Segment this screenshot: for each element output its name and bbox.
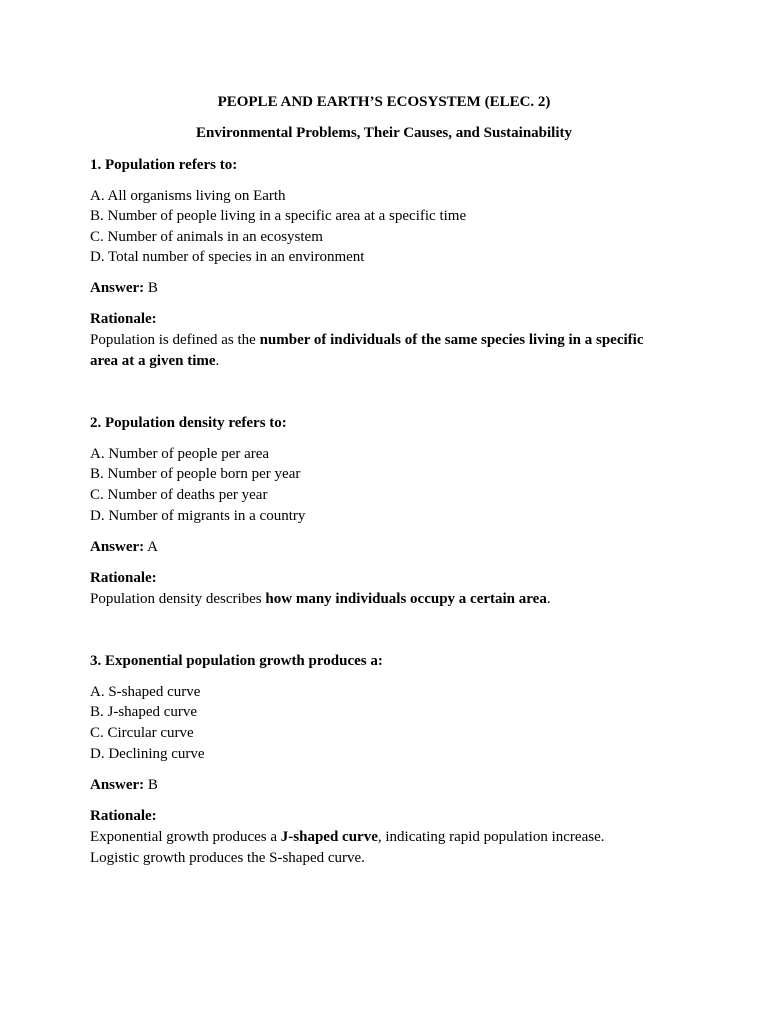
question-2-text: 2. Population density refers to: bbox=[90, 415, 287, 431]
question-2-rationale-line-1 bbox=[90, 589, 551, 609]
question-1-answer bbox=[90, 278, 158, 298]
answer-label: Answer: bbox=[90, 539, 145, 555]
question-3-answer bbox=[90, 775, 158, 795]
rationale-text: Exponential growth produces a bbox=[90, 829, 281, 845]
question-1-option-c: C. Number of animals in an ecosystem bbox=[90, 229, 323, 245]
question-1-rationale-line-1 bbox=[90, 330, 643, 350]
rationale-text: . bbox=[215, 353, 220, 369]
rationale-emphasis: number of individuals of the same species living in a specific bbox=[259, 332, 644, 348]
question-3-option-b: B. J-shaped curve bbox=[90, 704, 198, 720]
question-2-option-a: A. Number of people per area bbox=[90, 446, 270, 462]
question-2-option-d: D. Number of migrants in a country bbox=[90, 508, 306, 524]
question-3-option-d: D. Declining curve bbox=[90, 746, 205, 762]
question-3-rationale-label: Rationale: bbox=[90, 808, 157, 824]
answer-value: B bbox=[144, 280, 158, 296]
question-1-option-d: D. Total number of species in an environment bbox=[90, 249, 365, 265]
rationale-text: , indicating rapid population increase. bbox=[377, 829, 605, 845]
question-3-option-c: C. Circular curve bbox=[90, 725, 194, 741]
answer-value: A bbox=[144, 539, 158, 555]
question-1-rationale-label: Rationale: bbox=[90, 311, 157, 327]
document-title: PEOPLE AND EARTH’S ECOSYSTEM (ELEC. 2) bbox=[217, 94, 551, 110]
question-3-rationale-line-1 bbox=[90, 827, 604, 847]
rationale-emphasis: how many individuals occupy a certain area bbox=[265, 591, 547, 607]
question-2-rationale-label: Rationale: bbox=[90, 570, 157, 586]
rationale-emphasis: J-shaped curve bbox=[280, 829, 378, 845]
rationale-text: Population density describes bbox=[90, 591, 266, 607]
question-1-option-a: A. All organisms living on Earth bbox=[90, 188, 286, 204]
question-2-answer bbox=[90, 537, 158, 557]
question-3-rationale-line-2 bbox=[90, 848, 365, 868]
rationale-text: Logistic growth produces the S-shaped curve. bbox=[90, 850, 365, 866]
rationale-text: Population is defined as the bbox=[90, 332, 260, 348]
answer-value: B bbox=[144, 777, 158, 793]
question-3-text: 3. Exponential population growth produces a: bbox=[90, 653, 383, 669]
rationale-text: . bbox=[546, 591, 551, 607]
answer-label: Answer: bbox=[90, 777, 145, 793]
question-1-rationale-line-2 bbox=[90, 351, 219, 371]
question-1-text: 1. Population refers to: bbox=[90, 157, 238, 173]
rationale-emphasis: area at a given time bbox=[90, 353, 216, 369]
question-2-option-c: C. Number of deaths per year bbox=[90, 487, 268, 503]
document-subtitle: Environmental Problems, Their Causes, and Sustainability bbox=[195, 125, 573, 141]
answer-label: Answer: bbox=[90, 280, 145, 296]
question-1-option-b: B. Number of people living in a specific area at a specific time bbox=[90, 208, 467, 224]
question-2-option-b: B. Number of people born per year bbox=[90, 466, 301, 482]
question-3-option-a: A. S-shaped curve bbox=[90, 684, 201, 700]
